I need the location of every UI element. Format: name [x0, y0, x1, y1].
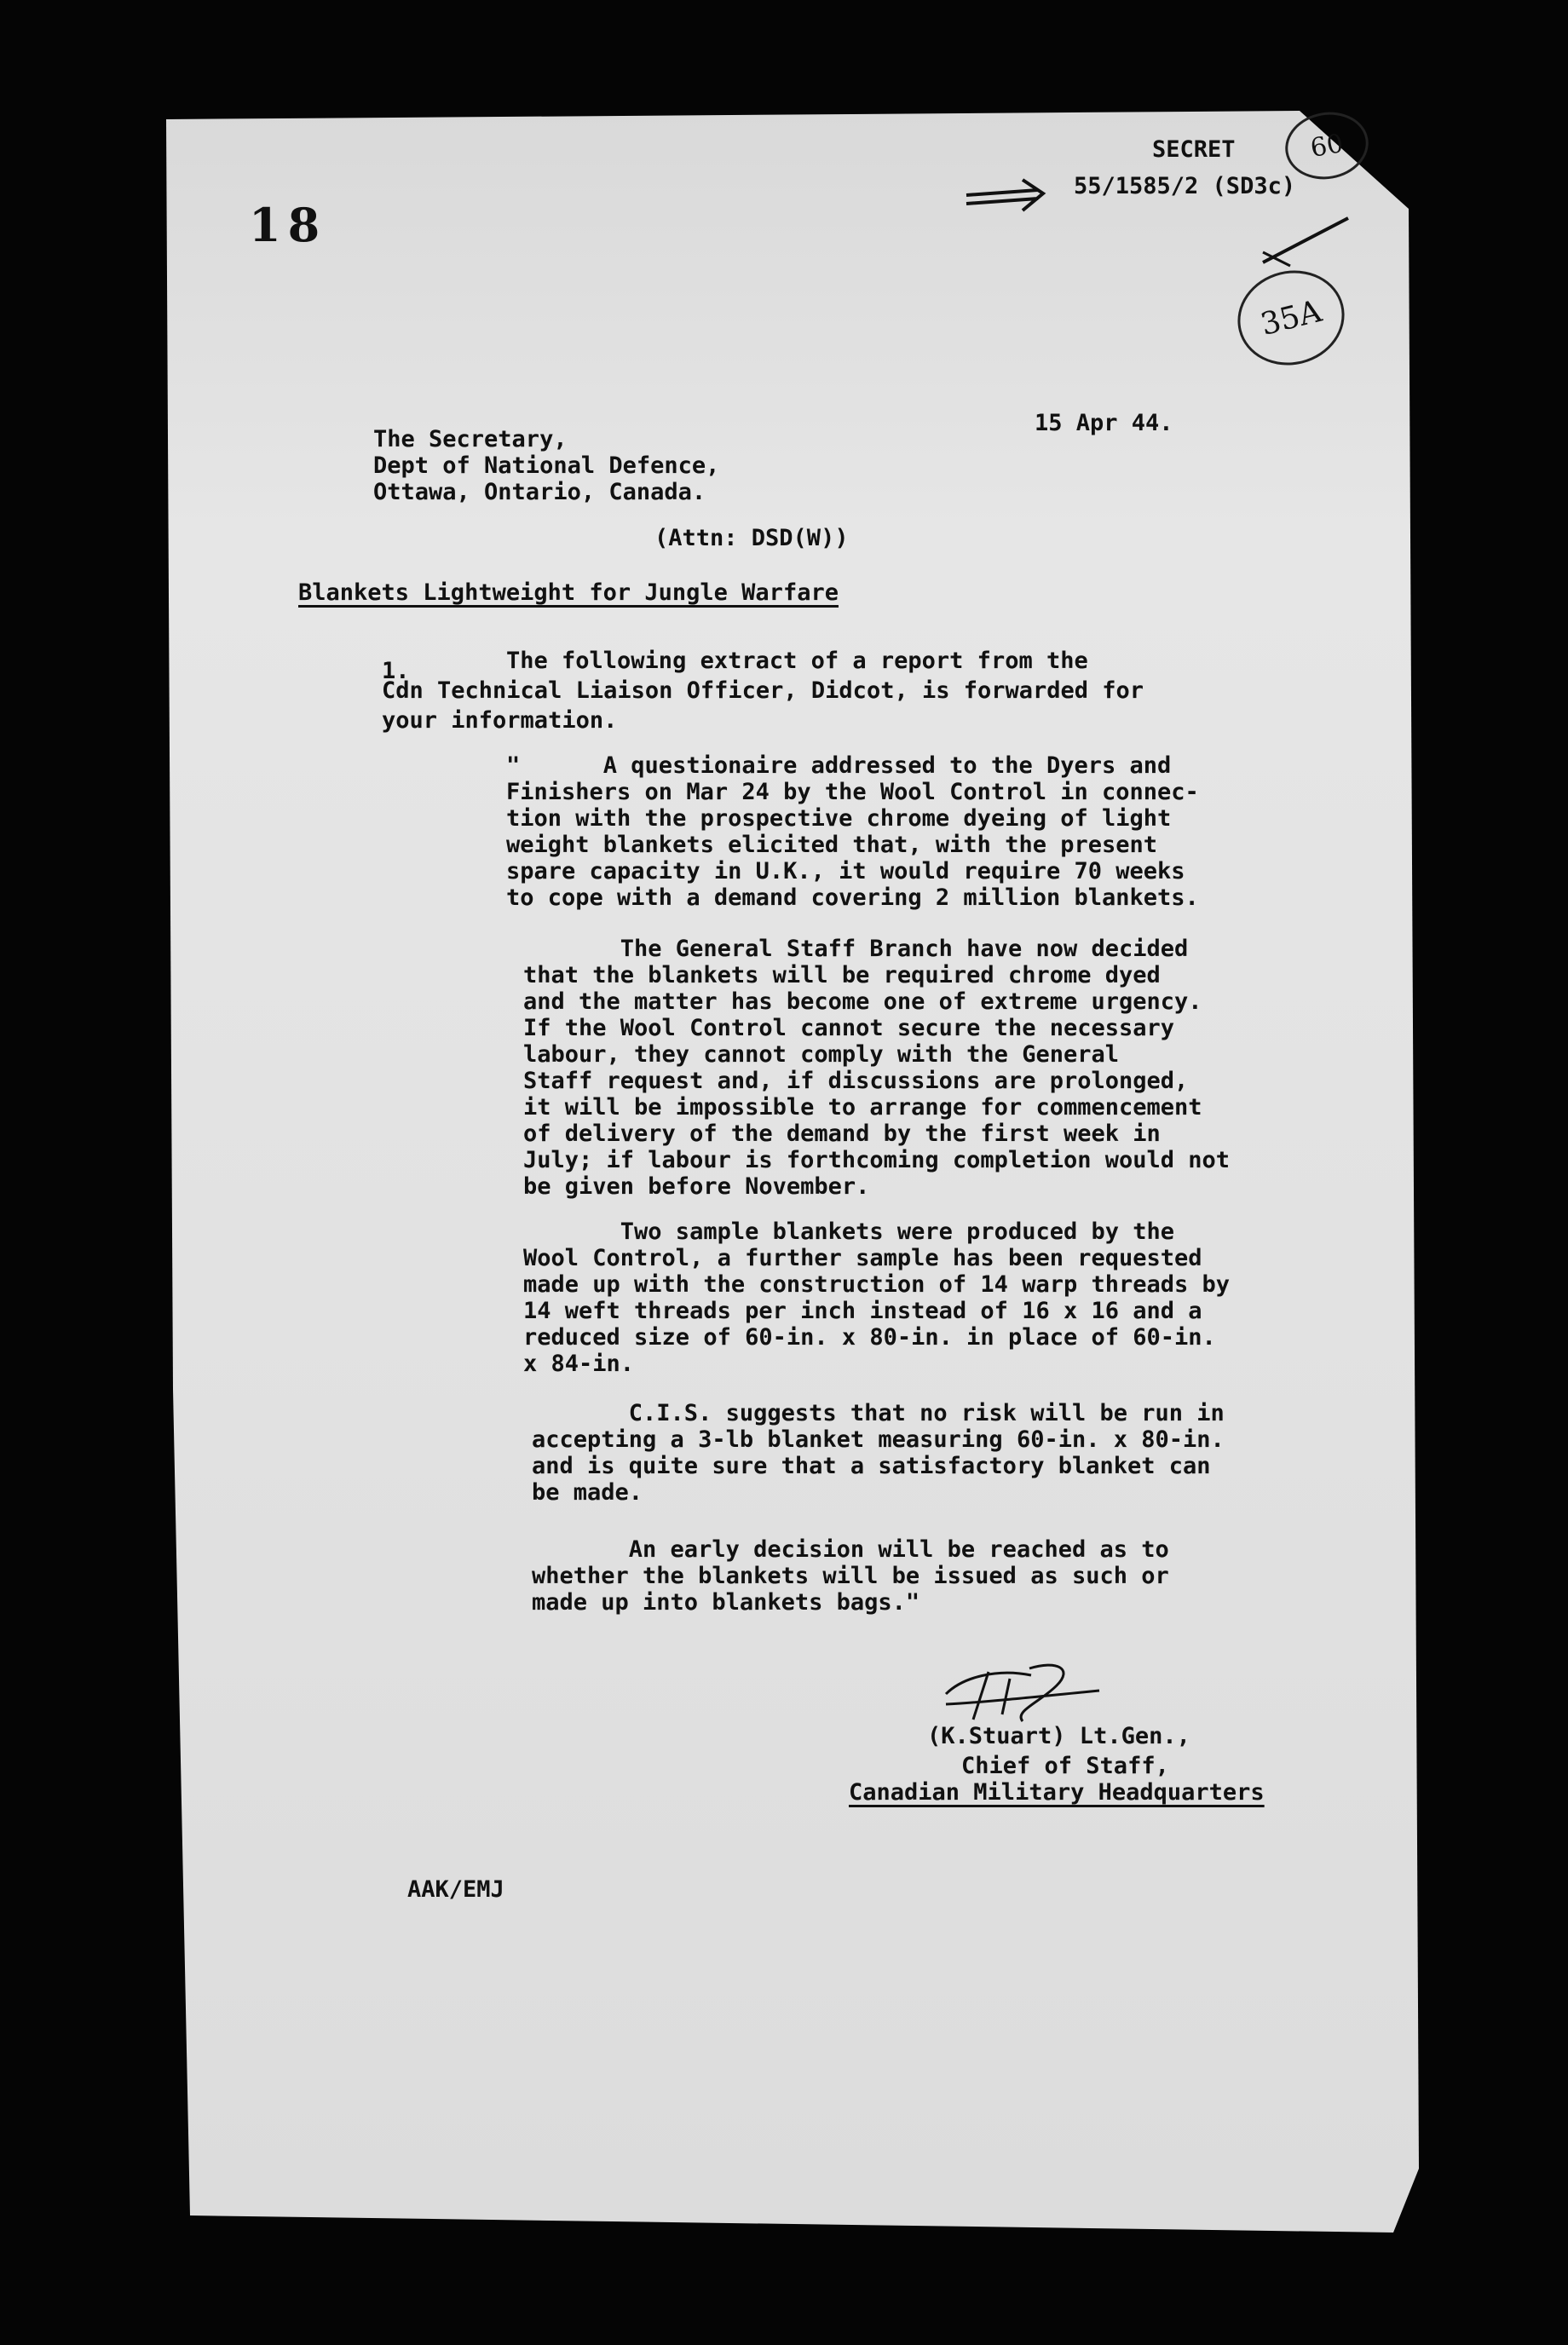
corner-mark: 18: [249, 198, 327, 252]
addressee-line-2: Dept of National Defence,: [373, 452, 720, 479]
file-reference: 55/1585/2 (SD3c): [1074, 173, 1296, 199]
quote-p3-line: Wool Control, a further sample has been requested: [523, 1245, 1202, 1271]
quote-p2-line: The General Staff Branch have now decided: [523, 936, 1189, 962]
quote-p3-line: 14 weft threads per inch instead of 16 x 16 and a: [523, 1298, 1202, 1324]
quote-p2-line: be given before November.: [523, 1173, 870, 1200]
quote-p3-line: Two sample blankets were produced by the: [523, 1219, 1175, 1245]
subject-heading: Blankets Lightweight for Jungle Warfare: [298, 579, 839, 606]
date: 15 Apr 44.: [1035, 410, 1173, 436]
quote-p2-line: it will be impossible to arrange for commencement: [523, 1094, 1202, 1121]
circled-reference-text: 35A: [1257, 293, 1325, 343]
quote-p4-line: C.I.S. suggests that no risk will be run in: [532, 1400, 1225, 1426]
quote-p1-line: " A questionaire addressed to the Dyers and: [506, 752, 1172, 779]
signature-scrawl: [929, 1660, 1116, 1728]
quote-p2-line: of delivery of the demand by the first week in: [523, 1121, 1161, 1147]
quote-p1-line: Finishers on Mar 24 by the Wool Control in connec-: [506, 779, 1199, 805]
quote-p4-line: accepting a 3-lb blanket measuring 60-in. x 80-in.: [532, 1426, 1225, 1453]
circled-page-number-text: 60: [1308, 128, 1346, 164]
quote-p1-line: tion with the prospective chrome dyeing of light: [506, 805, 1172, 832]
tick-mark-icon: [1254, 211, 1357, 279]
intro-line-2: Cdn Technical Liaison Officer, Didcot, is forwarded for: [382, 677, 1144, 704]
addressee-line-1: The Secretary,: [373, 426, 568, 452]
quote-p2-line: If the Wool Control cannot secure the necessary: [523, 1015, 1175, 1041]
quote-p1-line: to cope with a demand covering 2 million blankets.: [506, 884, 1199, 911]
quote-p5-line: made up into blankets bags.": [532, 1589, 920, 1616]
quote-p4-line: and is quite sure that a satisfactory blanket can: [532, 1453, 1211, 1479]
quote-p2-line: labour, they cannot comply with the General: [523, 1041, 1119, 1068]
quote-p5-line: An early decision will be reached as to: [532, 1536, 1169, 1563]
quote-p5-line: whether the blankets will be issued as such or: [532, 1563, 1169, 1589]
quote-p1-line: weight blankets elicited that, with the present: [506, 832, 1158, 858]
signatory-name: (K.Stuart) Lt.Gen.,: [927, 1723, 1190, 1749]
intro-line-1: The following extract of a report from the: [506, 648, 1088, 674]
paragraph-number: 1.: [382, 658, 410, 684]
attention-line: (Attn: DSD(W)): [654, 525, 849, 551]
signatory-title: Chief of Staff,: [961, 1753, 1169, 1779]
quote-p2-line: Staff request and, if discussions are prolonged,: [523, 1068, 1189, 1094]
reference-initials: AAK/EMJ: [407, 1876, 504, 1903]
classification: SECRET: [1152, 136, 1236, 163]
quote-p2-line: and the matter has become one of extreme urgency.: [523, 988, 1202, 1015]
quote-p4-line: be made.: [532, 1479, 643, 1506]
quote-p3-line: x 84-in.: [523, 1351, 635, 1377]
arrow-icon: [963, 175, 1048, 217]
addressee-line-3: Ottawa, Ontario, Canada.: [373, 479, 706, 505]
quote-p1-line: spare capacity in U.K., it would require 70 weeks: [506, 858, 1185, 884]
quote-p2-line: July; if labour is forthcoming completion would not: [523, 1147, 1231, 1173]
quote-p3-line: made up with the construction of 14 warp threads by: [523, 1271, 1231, 1298]
quote-p3-line: reduced size of 60-in. x 80-in. in place of 60-in.: [523, 1324, 1216, 1351]
quote-p2-line: that the blankets will be required chrome dyed: [523, 962, 1161, 988]
intro-line-3: your information.: [382, 707, 618, 734]
signatory-organization: Canadian Military Headquarters: [849, 1779, 1265, 1806]
